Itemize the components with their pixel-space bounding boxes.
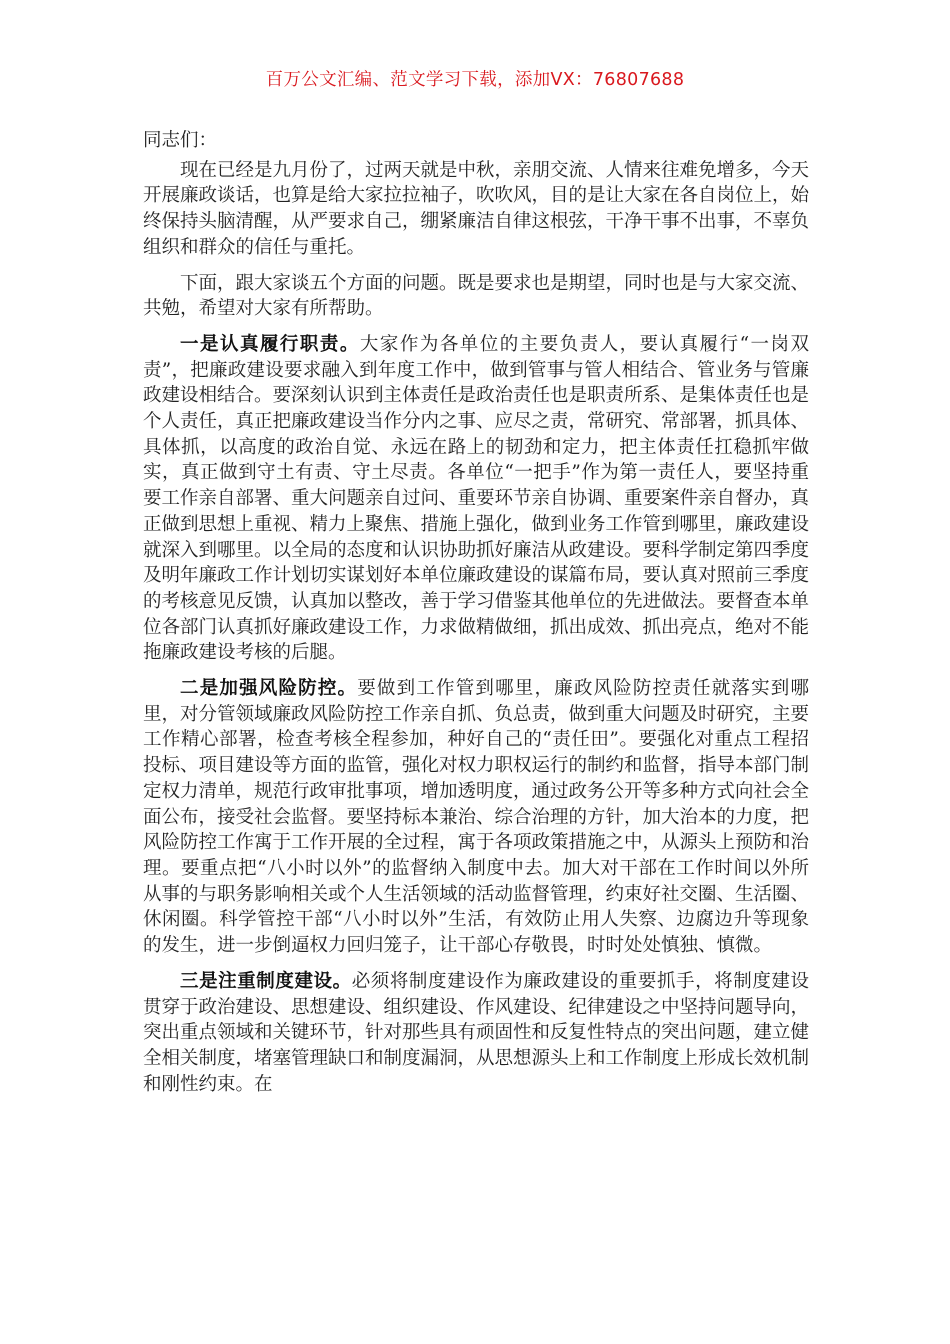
paragraph-text: 现在已经是九月份了，过两天就是中秋，亲朋交流、人情来往难免增多，今天开展廉政谈话，也算是给大家拉拉袖子，吹吹风，目的是让大家在各自岗位上，始终保持头脑清醒，从严要求自己，绷紧廉洁自律这根弦，干净干事不出事，不辜负组织和群众的信任与重托。: [143, 159, 810, 258]
section-heading: 一是认真履行职责。: [180, 333, 360, 355]
paragraph-text: 下面，跟大家谈五个方面的问题。既是要求也是期望，同时也是与大家交流、共勉，希望对大家有所帮助。: [143, 272, 810, 320]
paragraph-section-2: [143, 676, 809, 959]
paragraph-intro: [143, 158, 809, 261]
section-heading: 三是注重制度建设。: [180, 970, 352, 992]
document-body: [143, 128, 809, 1107]
salutation: 同志们：: [143, 130, 218, 151]
paragraph-section-1: [143, 332, 809, 666]
paragraph-overview: [143, 271, 809, 322]
paragraph-text: 必须将制度建设作为廉政建设的重要抓手，将制度建设贯穿于政治建设、思想建设、组织建设、作风建设、纪律建设之中坚持问题导向，突出重点领域和关键环节，针对那些具有顽固性和反复性特点的突出问题，建立健全相关制度，堵塞管理缺口和制度漏洞，从思想源头上和工作制度上形成长效机制和刚性约束。在: [143, 970, 810, 1095]
paragraph-text: 要做到工作管到哪里，廉政风险防控责任就落实到哪里，对分管领域廉政风险防控工作亲自抓、负总责，做到重大问题及时研究，主要工作精心部署，检查考核全程参加，种好自己的“责任田”。要强化对重点工程招投标、项目建设等方面的监管，强化对权力职权运行的制约和监督，指导本部门制定权力清单，规范行政审批事项，增加透明度，通过政务公开等多种方式向社会全面公布，接受社会监督。要坚持标本兼治、综合治理的方针，加大治本的力度，把风险防控工作寓于工作开展的全过程，寓于各项政策措施之中，从源头上预防和治理。要重点把“八小时以外”的监督纳入制度中去。加大对干部在工作时间以外所从事的与职务影响相关或个人生活领域的活动监督管理，约束好社交圈、生活圈、休闲圈。科学管控干部“八小时以外”生活，有效防止用人失察、边腐边升等现象的发生，进一步倒逼权力回归笼子，让干部心存敬畏，时时处处慎独、慎微。: [143, 678, 810, 957]
paragraph-section-3: [143, 969, 809, 1098]
paragraph-text: 大家作为各单位的主要负责人，要认真履行“一岗双责”，把廉政建设要求融入到年度工作中，做到管事与管人相结合、管业务与管廉政建设相结合。要深刻认识到主体责任是政治责任也是职责所系、是集体责任也是个人责任，真正把廉政建设当作分内之事、应尽之责，常研究、常部署，抓具体、具体抓，以高度的政治自觉、永远在路上的韧劲和定力，把主体责任扛稳抓牢做实，真正做到守土有责、守土尽责。各单位“一把手”作为第一责任人，要坚持重要工作亲自部署、重大问题亲自过问、重要环节亲自协调、重要案件亲自督办，真正做到思想上重视、精力上聚焦、措施上强化，做到业务工作管到哪里，廉政建设就深入到哪里。以全局的态度和认识协助抓好廉洁从政建设。要科学制定第四季度及明年廉政工作计划切实谋划好本单位廉政建设的谋篇布局，要认真对照前三季度的考核意见反馈，认真加以整改，善于学习借鉴其他单位的先进做法。要督查本单位各部门认真抓好廉政建设工作，力求做精做细，抓出成效、抓出亮点，绝对不能拖廉政建设考核的后腿。: [143, 333, 810, 664]
header-banner: 百万公文汇编、范文学习下载，添加VX：76807688: [265, 70, 685, 90]
section-heading: 二是加强风险防控。: [180, 678, 358, 700]
